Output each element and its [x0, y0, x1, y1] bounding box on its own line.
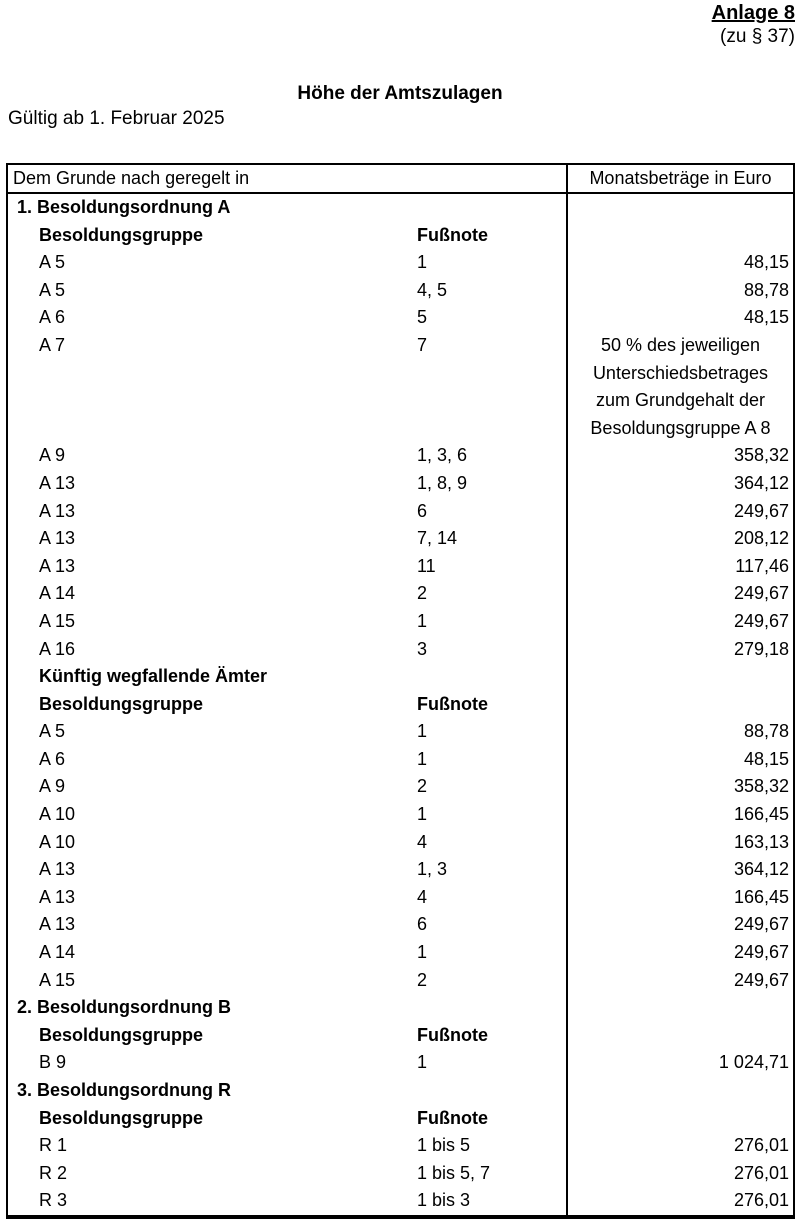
row-footnote-cell: 2	[417, 969, 428, 990]
row-left-cell	[8, 222, 566, 250]
column-label-footnote: Fußnote	[417, 224, 488, 245]
row-amount-cell: 1 024,71	[566, 1049, 793, 1077]
table-row	[8, 249, 793, 277]
row-left-cell	[8, 967, 566, 995]
column-label-footnote: Fußnote	[417, 693, 488, 714]
row-amount-cell	[566, 222, 793, 250]
row-amount-cell: 364,12	[566, 470, 793, 498]
row-left-cell	[8, 829, 566, 857]
row-left-cell	[8, 442, 566, 470]
column-label-group: Besoldungsgruppe	[39, 224, 204, 245]
row-amount-cell: 249,67	[566, 967, 793, 995]
row-group-cell: A 13	[39, 500, 76, 521]
row-group-cell: A 15	[39, 610, 76, 631]
row-group-cell: R 1	[39, 1135, 68, 1156]
row-left-cell	[8, 1105, 566, 1133]
row-footnote-cell: 1, 8, 9	[417, 472, 468, 493]
column-label-group: Besoldungsgruppe	[39, 693, 204, 714]
row-amount-cell: 117,46	[566, 553, 793, 581]
column-label-group: Besoldungsgruppe	[39, 1024, 204, 1045]
table-header-right: Monatsbeträge in Euro	[566, 165, 793, 192]
row-group-cell: A 13	[39, 528, 76, 549]
row-left-cell	[8, 194, 566, 222]
row-left-cell	[8, 249, 566, 277]
table-row	[8, 1187, 793, 1215]
row-group-cell: A 10	[39, 804, 76, 825]
row-left-cell	[8, 1022, 566, 1050]
row-amount-cell: 48,15	[566, 249, 793, 277]
amount-line: Besoldungsgruppe A 8	[590, 417, 771, 438]
section-label: 3. Besoldungsordnung R	[17, 1080, 231, 1100]
row-left-cell	[8, 332, 566, 442]
row-footnote-cell: 6	[417, 500, 428, 521]
row-left-cell	[8, 856, 566, 884]
row-footnote-cell: 1 bis 5	[417, 1135, 471, 1156]
row-left-cell	[8, 1132, 566, 1160]
row-group-cell: A 15	[39, 969, 76, 990]
row-footnote-cell: 4, 5	[417, 279, 448, 300]
table-row	[8, 856, 793, 884]
table-row	[8, 194, 793, 222]
row-group-cell: A 5	[39, 721, 66, 742]
section-label: Künftig wegfallende Ämter	[39, 666, 268, 687]
row-left-cell	[8, 277, 566, 305]
row-footnote-cell: 1, 3	[417, 859, 448, 880]
amount-line: 50 % des jeweiligen	[600, 334, 761, 355]
row-footnote-cell: 1	[417, 721, 428, 742]
page-title: Höhe der Amtszulagen	[297, 83, 503, 104]
row-group-cell: B 9	[39, 1052, 67, 1073]
row-amount-cell: 88,78	[566, 718, 793, 746]
row-left-cell	[8, 608, 566, 636]
table-row	[8, 829, 793, 857]
table-row	[8, 691, 793, 719]
table-row	[8, 801, 793, 829]
row-amount-cell	[566, 332, 793, 442]
valid-from-note: Gültig ab 1. Februar 2025	[8, 108, 225, 129]
row-group-cell: A 5	[39, 252, 66, 273]
row-footnote-cell: 1	[417, 804, 428, 825]
annex-ref: (zu § 37)	[720, 26, 795, 47]
table-row	[8, 994, 793, 1022]
row-amount-cell	[566, 994, 793, 1022]
table-row	[8, 1022, 793, 1050]
table-row	[8, 277, 793, 305]
table-row	[8, 470, 793, 498]
row-footnote-cell: 5	[417, 307, 428, 328]
table-row	[8, 553, 793, 581]
table-row	[8, 1049, 793, 1077]
row-footnote-cell: 7, 14	[417, 528, 458, 549]
row-amount-cell: 249,67	[566, 498, 793, 526]
column-label-footnote: Fußnote	[417, 1107, 488, 1128]
row-left-cell	[8, 1077, 566, 1105]
row-left-cell	[8, 994, 566, 1022]
row-amount-cell	[566, 1022, 793, 1050]
row-amount-cell: 249,67	[566, 939, 793, 967]
row-group-cell: A 13	[39, 859, 76, 880]
table-header-row	[8, 165, 793, 194]
row-footnote-cell: 1	[417, 942, 428, 963]
row-footnote-cell: 2	[417, 776, 428, 797]
row-footnote-cell: 4	[417, 831, 428, 852]
row-amount-cell	[566, 663, 793, 691]
row-left-cell	[8, 470, 566, 498]
table-row	[8, 718, 793, 746]
row-footnote-cell: 1, 3, 6	[417, 445, 468, 466]
row-amount-cell: 166,45	[566, 884, 793, 912]
row-group-cell: A 10	[39, 831, 76, 852]
row-amount-cell: 166,45	[566, 801, 793, 829]
row-footnote-cell: 1	[417, 748, 428, 769]
row-footnote-cell: 1	[417, 252, 428, 273]
table-header-left: Dem Grunde nach geregelt in	[13, 168, 250, 188]
row-group-cell: A 7	[39, 334, 66, 355]
row-left-cell	[8, 580, 566, 608]
row-footnote-cell: 1	[417, 610, 428, 631]
row-left-cell	[8, 801, 566, 829]
row-footnote-cell: 3	[417, 638, 428, 659]
row-footnote-cell: 4	[417, 886, 428, 907]
row-group-cell: A 6	[39, 748, 66, 769]
row-footnote-cell: 1 bis 3	[417, 1190, 471, 1211]
table-row	[8, 1160, 793, 1188]
row-left-cell	[8, 939, 566, 967]
row-left-cell	[8, 1049, 566, 1077]
row-group-cell: A 13	[39, 472, 76, 493]
table-row	[8, 911, 793, 939]
row-group-cell: R 2	[39, 1162, 68, 1183]
row-left-cell	[8, 553, 566, 581]
row-amount-cell: 163,13	[566, 829, 793, 857]
row-footnote-cell: 11	[417, 555, 436, 576]
row-footnote-cell: 1	[417, 1052, 428, 1073]
row-left-cell	[8, 911, 566, 939]
row-left-cell	[8, 718, 566, 746]
row-amount-cell: 48,15	[566, 746, 793, 774]
row-amount-cell: 249,67	[566, 608, 793, 636]
row-amount-cell: 358,32	[566, 442, 793, 470]
row-group-cell: R 3	[39, 1190, 68, 1211]
row-amount-cell: 279,18	[566, 636, 793, 664]
table-rows	[8, 194, 793, 1215]
table-row	[8, 1132, 793, 1160]
table-row	[8, 442, 793, 470]
row-group-cell: A 14	[39, 942, 76, 963]
table-row	[8, 773, 793, 801]
row-amount-cell: 358,32	[566, 773, 793, 801]
row-amount-cell: 48,15	[566, 304, 793, 332]
row-left-cell	[8, 498, 566, 526]
table-row	[8, 498, 793, 526]
column-label-footnote: Fußnote	[417, 1024, 488, 1045]
row-left-cell	[8, 1187, 566, 1215]
table-row	[8, 222, 793, 250]
table-row	[8, 884, 793, 912]
amount-line: zum Grundgehalt der	[595, 390, 766, 411]
allowance-table	[6, 163, 795, 1219]
table-row	[8, 1105, 793, 1133]
table-row	[8, 967, 793, 995]
section-label: 2. Besoldungsordnung B	[17, 997, 231, 1018]
table-row	[8, 663, 793, 691]
row-left-cell	[8, 746, 566, 774]
row-left-cell	[8, 884, 566, 912]
row-amount-cell: 208,12	[566, 525, 793, 553]
row-group-cell: A 13	[39, 555, 76, 576]
row-group-cell: A 13	[39, 914, 76, 935]
row-amount-cell	[566, 691, 793, 719]
table-row	[8, 1077, 793, 1105]
row-left-cell	[8, 663, 566, 691]
row-group-cell: A 13	[39, 886, 76, 907]
section-label: 1. Besoldungsordnung A	[17, 197, 231, 217]
row-group-cell: A 6	[39, 307, 66, 328]
table-row	[8, 332, 793, 442]
row-left-cell	[8, 304, 566, 332]
row-amount-cell	[566, 1077, 793, 1105]
row-amount-cell: 249,67	[566, 911, 793, 939]
annex-block	[712, 2, 795, 48]
row-group-cell: A 9	[39, 776, 66, 797]
table-row	[8, 580, 793, 608]
row-amount-cell	[566, 194, 793, 222]
row-footnote-cell: 2	[417, 583, 428, 604]
row-group-cell: A 5	[39, 279, 66, 300]
row-group-cell: A 14	[39, 583, 76, 604]
row-group-cell: A 9	[39, 445, 66, 466]
row-left-cell	[8, 691, 566, 719]
row-left-cell	[8, 525, 566, 553]
amount-line: Unterschiedsbetrages	[592, 362, 769, 383]
row-amount-cell: 276,01	[566, 1132, 793, 1160]
row-footnote-cell: 6	[417, 914, 428, 935]
row-amount-cell	[566, 1105, 793, 1133]
row-amount-cell: 249,67	[566, 580, 793, 608]
table-row	[8, 939, 793, 967]
row-amount-cell: 276,01	[566, 1160, 793, 1188]
row-group-cell: A 16	[39, 638, 76, 659]
row-left-cell	[8, 773, 566, 801]
table-row	[8, 525, 793, 553]
row-amount-cell: 88,78	[566, 277, 793, 305]
row-left-cell	[8, 636, 566, 664]
column-label-group: Besoldungsgruppe	[39, 1107, 204, 1128]
row-footnote-cell: 1 bis 5, 7	[417, 1162, 491, 1183]
table-row	[8, 608, 793, 636]
table-row	[8, 304, 793, 332]
row-footnote-cell: 7	[417, 334, 428, 355]
table-row	[8, 746, 793, 774]
row-amount-cell: 364,12	[566, 856, 793, 884]
row-amount-cell: 276,01	[566, 1187, 793, 1215]
table-row	[8, 636, 793, 664]
row-left-cell	[8, 1160, 566, 1188]
annex-label: Anlage 8	[711, 2, 795, 24]
